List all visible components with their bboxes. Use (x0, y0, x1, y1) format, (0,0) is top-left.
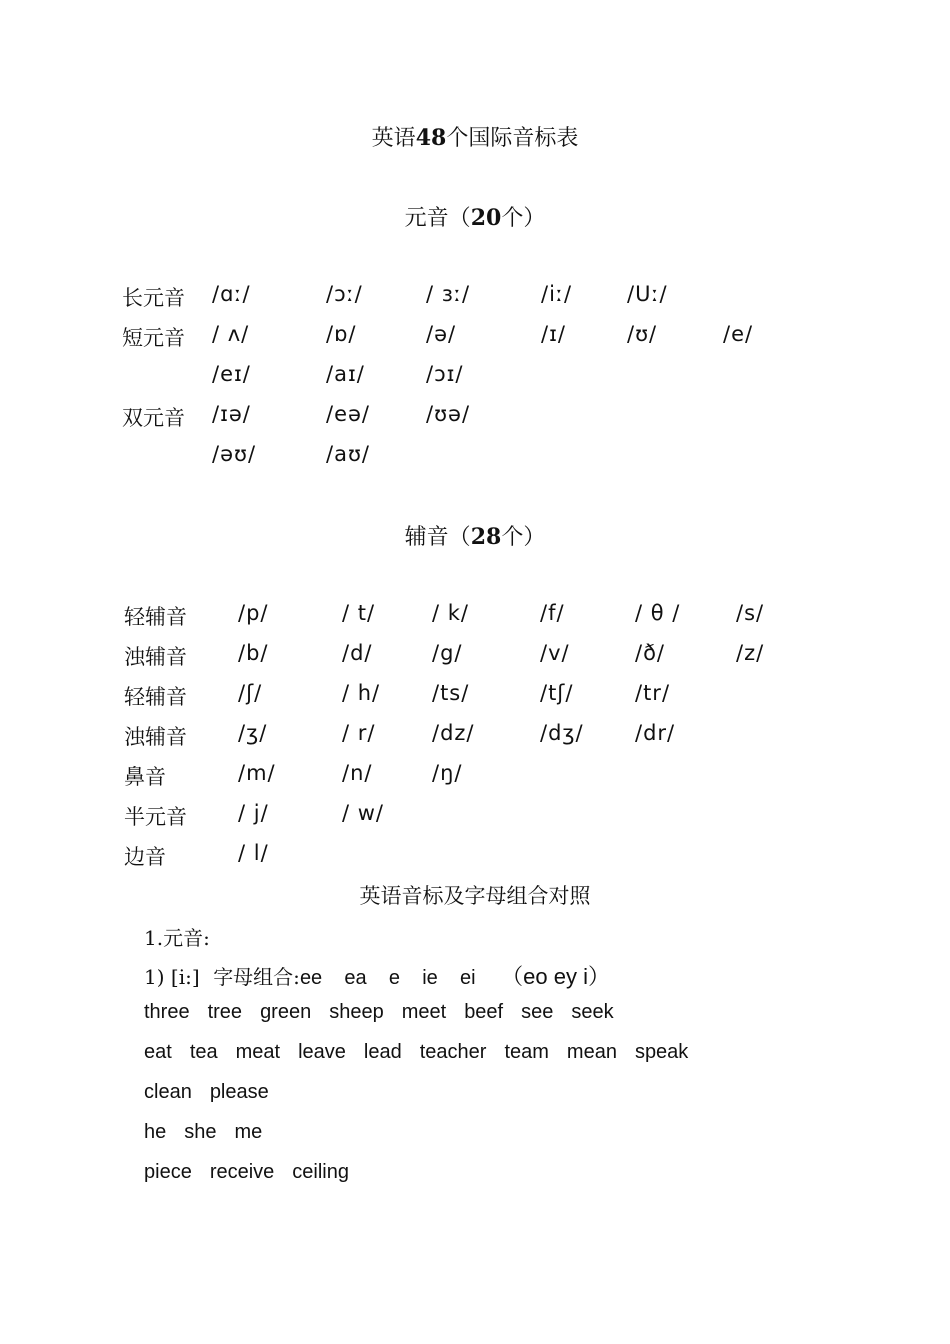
consonant-symbol: /dr/ (635, 721, 676, 745)
consonant-symbol: /dz/ (432, 721, 475, 745)
example-word: leave (298, 1041, 346, 1063)
consonant-symbol: /z/ (736, 641, 765, 665)
example-word: beef (464, 1001, 504, 1023)
consonant-row-label: 轻辅音 (124, 605, 187, 629)
consonant-row-label: 轻辅音 (124, 685, 187, 709)
entry1-number: 1) [i:] (144, 965, 200, 989)
vowel-symbol: /ɪ/ (541, 322, 566, 346)
consonant-row-label: 浊辅音 (124, 725, 187, 749)
title-num: 48 (415, 125, 447, 151)
example-line (144, 1161, 367, 1184)
example-word: meat (235, 1041, 281, 1063)
vowel-symbol: /Uː/ (627, 282, 668, 306)
example-word: green (260, 1001, 312, 1023)
vowels-heading-num: 20 (470, 205, 502, 231)
example-word: three (144, 1001, 190, 1023)
vowel-symbol: / ʌ/ (212, 322, 250, 346)
example-line (144, 1041, 706, 1064)
consonant-symbol: /p/ (238, 601, 269, 625)
example-word: please (209, 1081, 269, 1103)
example-word: ceiling (292, 1161, 349, 1183)
entry1-extra: （eo ey i） (501, 964, 610, 989)
vowel-symbol: /aʊ/ (326, 442, 370, 466)
example-word: piece (144, 1161, 192, 1183)
title-post: 个国际音标表 (446, 126, 579, 151)
consonant-row-label: 浊辅音 (124, 645, 187, 669)
consonant-symbol: /ŋ/ (432, 761, 463, 785)
vowel-symbol: /aɪ/ (326, 362, 365, 386)
vowel-symbol: /ɔɪ/ (426, 362, 464, 386)
consonant-symbol: /b/ (238, 641, 269, 665)
example-word: meet (401, 1001, 447, 1023)
example-word: she (184, 1121, 217, 1143)
consonant-symbol: /tʃ/ (540, 681, 574, 705)
example-word: clean (144, 1081, 192, 1103)
example-word: see (521, 1001, 554, 1023)
consonant-row-label: 半元音 (124, 805, 187, 829)
entry1-head (144, 960, 610, 991)
consonant-symbol: /ts/ (432, 681, 470, 705)
vowel-symbol: /əʊ/ (212, 442, 257, 466)
consonant-symbol: / θ / (635, 601, 681, 625)
example-word: tea (189, 1041, 218, 1063)
example-word: eat (144, 1041, 172, 1063)
vowel-symbol: /eɪ/ (212, 362, 251, 386)
vowel-symbol: /ɑː/ (212, 282, 251, 306)
vowel-symbol: /ʊə/ (426, 402, 471, 426)
example-word: mean (566, 1041, 617, 1063)
section2-title: 英语音标及字母组合对照 (359, 884, 591, 908)
consonant-symbol: /n/ (342, 761, 373, 785)
example-line (144, 1001, 632, 1024)
example-word: teacher (419, 1041, 487, 1063)
vowel-symbol: /ʊ/ (627, 322, 658, 346)
example-word: lead (363, 1041, 402, 1063)
example-word: seek (571, 1001, 614, 1023)
vowels-heading (0, 201, 950, 232)
consonant-symbol: /ʃ/ (238, 681, 263, 705)
example-word: he (144, 1121, 167, 1143)
vowel-row-label: 长元音 (122, 286, 185, 310)
title-pre: 英语 (371, 126, 416, 151)
consonant-symbol: /ð/ (635, 641, 665, 665)
consonant-symbol: / h/ (342, 681, 381, 705)
section2-subtitle (144, 922, 210, 951)
section2-subtitle-text: 1.元音: (144, 926, 210, 950)
example-word: receive (209, 1161, 275, 1183)
consonant-symbol: /f/ (540, 601, 565, 625)
vowel-symbol: /ɔː/ (326, 282, 363, 306)
consonants-heading-num: 28 (470, 524, 502, 550)
consonants-heading-post: 个） (501, 525, 546, 550)
example-line (144, 1121, 280, 1144)
example-word: speak (634, 1041, 689, 1063)
vowel-symbol: / ɜː/ (426, 282, 471, 306)
consonant-row-label: 边音 (124, 845, 166, 869)
vowels-heading-pre: 元音（ (404, 206, 471, 231)
vowel-symbol: /iː/ (541, 282, 573, 306)
consonant-symbol: /tr/ (635, 681, 671, 705)
vowel-symbol: /ɪə/ (212, 402, 251, 426)
consonant-symbol: / j/ (238, 801, 269, 825)
consonant-symbol: / r/ (342, 721, 376, 745)
consonant-symbol: / l/ (238, 841, 269, 865)
consonant-symbol: /dʒ/ (540, 721, 584, 745)
vowels-heading-post: 个） (501, 206, 546, 231)
consonant-symbol: /v/ (540, 641, 570, 665)
vowel-symbol: /eə/ (326, 402, 370, 426)
vowel-row-label: 短元音 (122, 326, 185, 350)
page-title (0, 121, 950, 152)
example-word: team (504, 1041, 549, 1063)
consonant-symbol: /ʒ/ (238, 721, 268, 745)
example-word: tree (207, 1001, 243, 1023)
entry1-combos: ee ea e ie ei (299, 967, 476, 989)
consonant-symbol: / w/ (342, 801, 385, 825)
example-word: sheep (329, 1001, 384, 1023)
consonant-symbol: / k/ (432, 601, 469, 625)
consonants-heading-pre: 辅音（ (404, 525, 471, 550)
consonant-symbol: /s/ (736, 601, 765, 625)
consonant-symbol: /d/ (342, 641, 373, 665)
consonants-heading (0, 520, 950, 551)
vowel-symbol: /ə/ (426, 322, 457, 346)
example-line (144, 1081, 287, 1104)
consonant-symbol: /g/ (432, 641, 463, 665)
example-word: me (234, 1121, 263, 1143)
vowel-symbol: /e/ (723, 322, 754, 346)
consonant-symbol: / t/ (342, 601, 376, 625)
consonant-symbol: /m/ (238, 761, 276, 785)
vowel-symbol: /ɒ/ (326, 322, 357, 346)
vowel-row-label: 双元音 (122, 406, 185, 430)
consonant-row-label: 鼻音 (124, 765, 166, 789)
entry1-label: 字母组合: (213, 965, 300, 989)
